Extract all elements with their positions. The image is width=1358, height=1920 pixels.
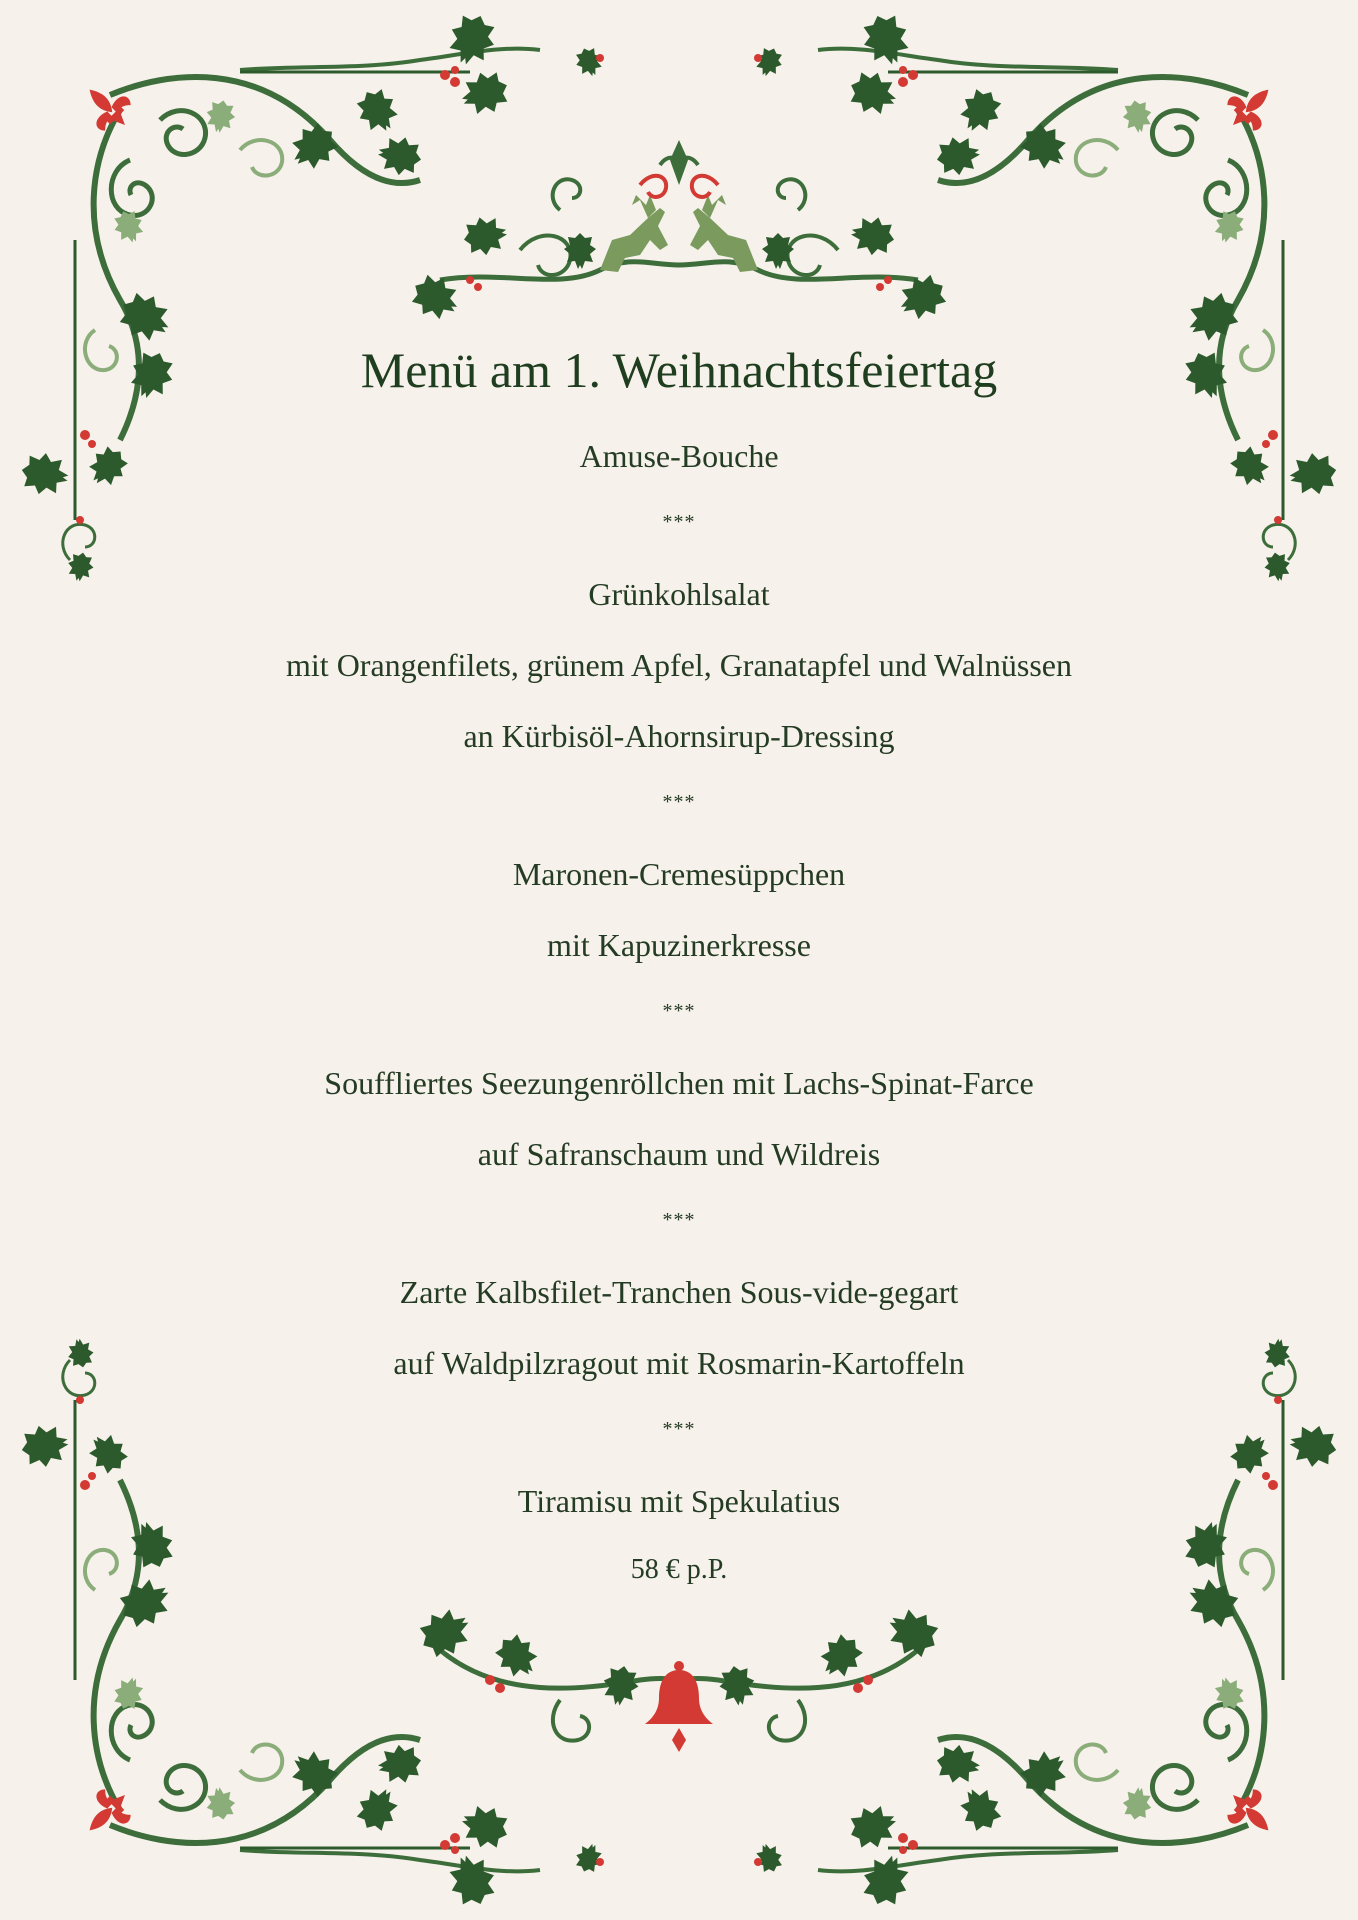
- course3-name: Souffliertes Seezungenröllchen mit Lachs-Spinat-Farce: [324, 1065, 1034, 1101]
- amuse-bouche: Amuse-Bouche: [579, 438, 779, 474]
- course1-name: Grünkohlsalat: [588, 576, 770, 612]
- course-separator: ***: [662, 1209, 696, 1231]
- course2-detail-1: mit Kapuzinerkresse: [547, 927, 811, 963]
- menu-title: Menü am 1. Weihnachtsfeiertag: [360, 342, 998, 398]
- course-separator: ***: [662, 1418, 696, 1440]
- course-separator: ***: [662, 511, 696, 533]
- menu-price: 58 € p.P.: [630, 1554, 728, 1585]
- course2-name: Maronen-Cremesüppchen: [512, 856, 846, 892]
- course4-detail-1: auf Waldpilzragout mit Rosmarin-Kartoffeln: [393, 1345, 965, 1381]
- dessert-name: Tiramisu mit Spekulatius: [517, 1483, 841, 1519]
- course-separator: ***: [662, 791, 696, 813]
- course4-name: Zarte Kalbsfilet-Tranchen Sous-vide-gegart: [399, 1274, 959, 1310]
- course-separator: ***: [662, 1000, 696, 1022]
- course1-detail-1: mit Orangenfilets, grünem Apfel, Granatapfel und Walnüssen: [286, 647, 1072, 683]
- course1-detail-2: an Kürbisöl-Ahornsirup-Dressing: [463, 718, 895, 754]
- course3-detail-1: auf Safranschaum und Wildreis: [477, 1136, 881, 1172]
